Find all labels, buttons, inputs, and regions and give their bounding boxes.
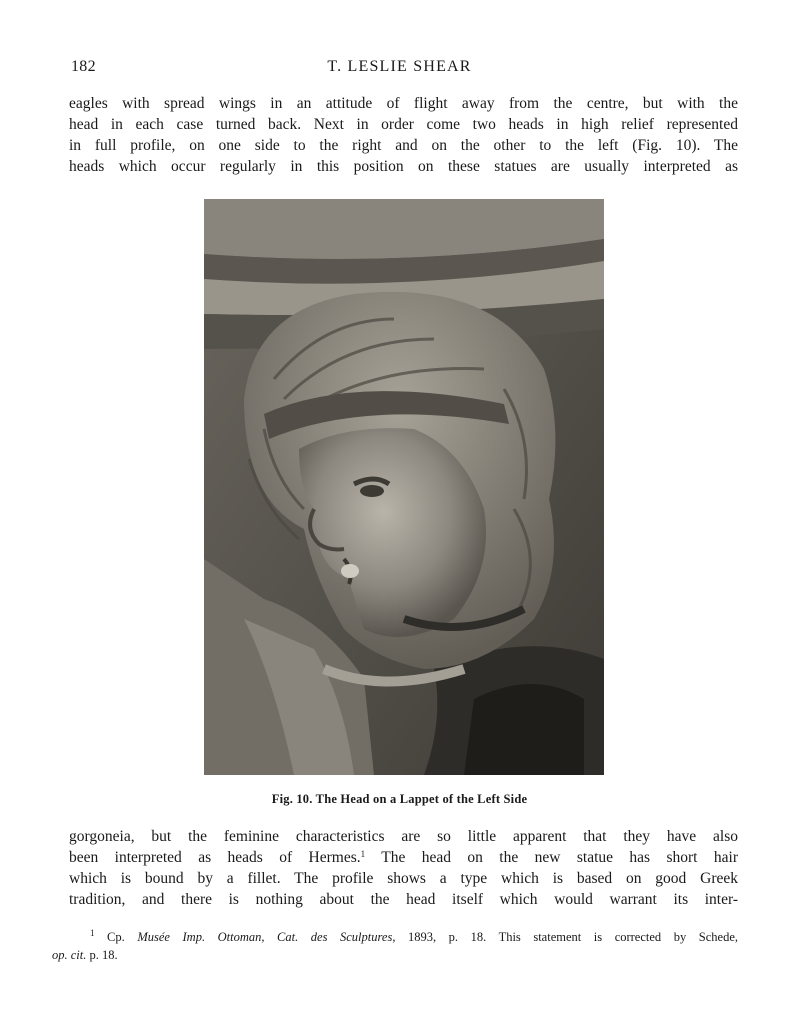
text-line: in full profile, on one side to the right and on the other to the left (Fig. 10). The [69,137,738,154]
text-fragment: been interpreted as heads of Hermes. [69,849,361,866]
footnote-citation: op. cit. [52,948,87,962]
footnote-ref: 1 [360,849,366,859]
paragraph-bottom [69,826,738,910]
footnote-marker: 1 [90,928,95,938]
text-line: heads which occur regularly in this position on these statues are usually interpreted as [69,158,738,175]
text-line: gorgoneia, but the feminine characteristics are so little apparent that they have also [69,828,738,845]
text-line: tradition, and there is nothing about the head itself which would warrant its inter- [69,891,738,908]
footnote-line [52,946,738,964]
text-line: eagles with spread wings in an attitude of flight away from the centre, but with the [69,95,738,112]
footnote-line [52,928,738,946]
figure-caption: Fig. 10. The Head on a Lappet of the Left Side [271,792,528,806]
page-number: 182 [71,58,96,75]
text-fragment: The head on the new statue has short hair [365,849,738,866]
paragraph-top [69,93,738,177]
footnote-text: Cp. [94,930,138,944]
text-line-with-footnote-ref [69,847,738,868]
text-line: which is bound by a fillet. The profile shows a type which is based on good Greek [69,870,738,887]
text-line: head in each case turned back. Next in order come two heads in high relief represented [69,116,738,133]
footnote-text: 1893, p. 18. This statement is corrected by Schede, [395,930,739,944]
running-head: T. LESLIE SHEAR [327,58,472,75]
footnote [52,928,738,964]
figure-photograph [204,199,604,775]
relief-head-photo [204,199,604,775]
footnote-citation: Musée Imp. Ottoman, Cat. des Sculptures, [137,930,396,944]
footnote-text: p. 18. [86,948,118,962]
